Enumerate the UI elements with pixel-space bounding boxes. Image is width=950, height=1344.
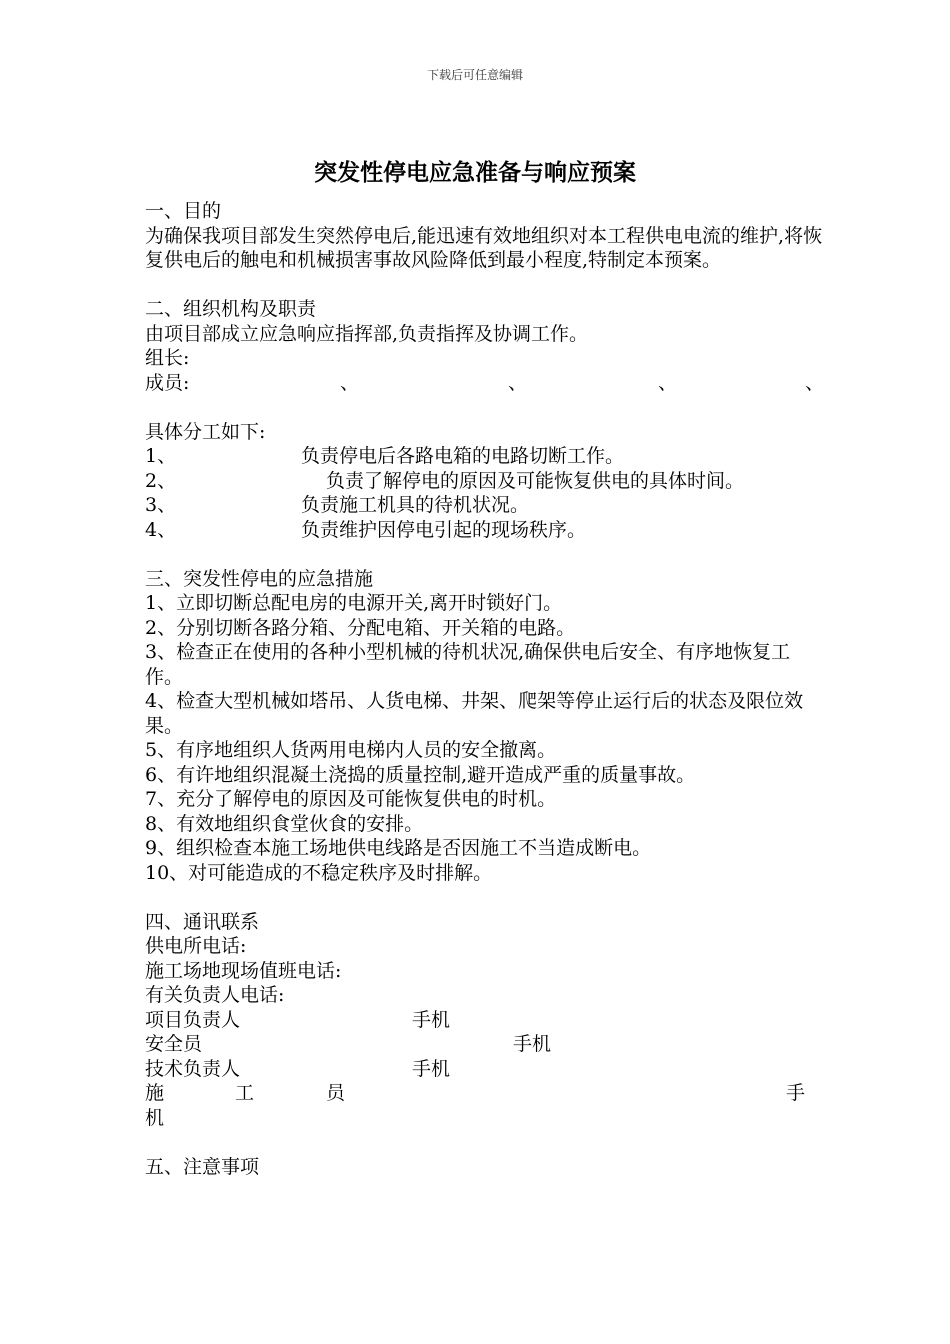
worker-mobile-char: 机 xyxy=(145,1106,165,1129)
section1-body: 为确保我项目部发生突然停电后,能迅速有效地组织对本工程供电电流的维护,将恢复供电后的触电和机械损害事故风险降低到最小程度,特制定本预案。 xyxy=(145,224,823,271)
contact-mobile-label: 手机 xyxy=(513,1033,552,1055)
section1-heading: 一、目的 xyxy=(145,200,222,222)
measure-item: 6、有许地组织混凝土浇捣的质量控制,避开造成严重的质量事故。 xyxy=(145,763,696,786)
duty-text: 负责停电后各路电箱的电路切断工作。 xyxy=(301,445,625,467)
document-body xyxy=(145,199,825,1179)
blank-line xyxy=(145,1130,825,1155)
section2-intro: 由项目部成立应急响应指挥部,负责指挥及协调工作。 xyxy=(145,322,589,345)
responsible-phone-label: 有关负责人电话: xyxy=(145,984,285,1006)
measure-item: 5、有序地组织人货两用电梯内人员的安全撤离。 xyxy=(145,739,557,761)
duty-text: 负责施工机具的待机状况。 xyxy=(301,494,530,516)
measure-item: 9、组织检查本施工场地供电线路是否因施工不当造成断电。 xyxy=(145,837,652,859)
members-label: 成员: xyxy=(145,371,190,394)
duty-number: 4、 xyxy=(145,518,177,541)
worker-mobile-char: 手 xyxy=(786,1082,806,1104)
measure-item: 10、对可能造成的不稳定秩序及时排解。 xyxy=(145,861,493,884)
member-separator: 、 xyxy=(508,371,528,394)
section4-heading: 四、通讯联系 xyxy=(145,910,260,933)
blank-line xyxy=(145,542,825,567)
worker-contact-row xyxy=(145,1081,825,1106)
duty-text: 负责了解停电的原因及可能恢复供电的具体时间。 xyxy=(326,469,745,492)
member-separator: 、 xyxy=(658,371,678,394)
section2-heading: 二、组织机构及职责 xyxy=(145,298,317,320)
contact-row xyxy=(145,1057,825,1082)
duty-row xyxy=(145,493,825,518)
contact-role: 安全员 xyxy=(145,1033,203,1055)
section5-heading: 五、注意事项 xyxy=(145,1155,260,1178)
duty-text: 负责维护因停电引起的现场秩序。 xyxy=(301,518,587,541)
measure-item: 8、有效地组织食堂伙食的安排。 xyxy=(145,812,424,835)
worker-role-char: 工 xyxy=(235,1082,255,1104)
duty-number: 3、 xyxy=(145,494,177,516)
duty-number: 1、 xyxy=(145,445,177,467)
contact-mobile-label: 手机 xyxy=(412,1057,451,1080)
measure-item: 3、检查正在使用的各种小型机械的待机状况,确保供电后安全、有序地恢复工作。 xyxy=(145,641,791,688)
leader-label: 组长: xyxy=(145,347,190,369)
division-label: 具体分工如下: xyxy=(145,420,266,443)
supply-phone-label: 供电所电话: xyxy=(145,935,247,957)
site-phone-label: 施工场地现场值班电话: xyxy=(145,959,342,982)
duty-number: 2、 xyxy=(145,469,177,492)
contact-role: 技术负责人 xyxy=(145,1057,241,1080)
contact-row xyxy=(145,1008,825,1033)
contact-role: 项目负责人 xyxy=(145,1008,241,1031)
measure-item: 1、立即切断总配电房的电源开关,离开时锁好门。 xyxy=(145,592,563,614)
document-title: 突发性停电应急准备与响应预案 xyxy=(314,159,636,186)
member-separator: 、 xyxy=(805,371,825,394)
measure-item: 2、分别切断各路分箱、分配电箱、开关箱的电路。 xyxy=(145,616,576,639)
contact-row xyxy=(145,1032,825,1057)
duty-row xyxy=(145,518,825,543)
duty-row xyxy=(145,469,825,494)
measure-item: 4、检查大型机械如塔吊、人货电梯、井架、爬架等停止运行后的状态及限位效果。 xyxy=(145,690,804,737)
worker-role-char: 员 xyxy=(326,1082,346,1104)
duty-row xyxy=(145,444,825,469)
header-note: 下载后可任意编辑 xyxy=(426,68,523,82)
contact-mobile-label: 手机 xyxy=(412,1008,451,1031)
measure-item: 7、充分了解停电的原因及可能恢复供电的时机。 xyxy=(145,788,557,810)
members-row xyxy=(145,371,825,396)
member-separator: 、 xyxy=(340,371,360,394)
worker-role-char: 施 xyxy=(145,1082,165,1104)
blank-line xyxy=(145,885,825,910)
blank-line xyxy=(145,273,825,298)
section3-heading: 三、突发性停电的应急措施 xyxy=(145,567,374,590)
blank-line xyxy=(145,395,825,420)
